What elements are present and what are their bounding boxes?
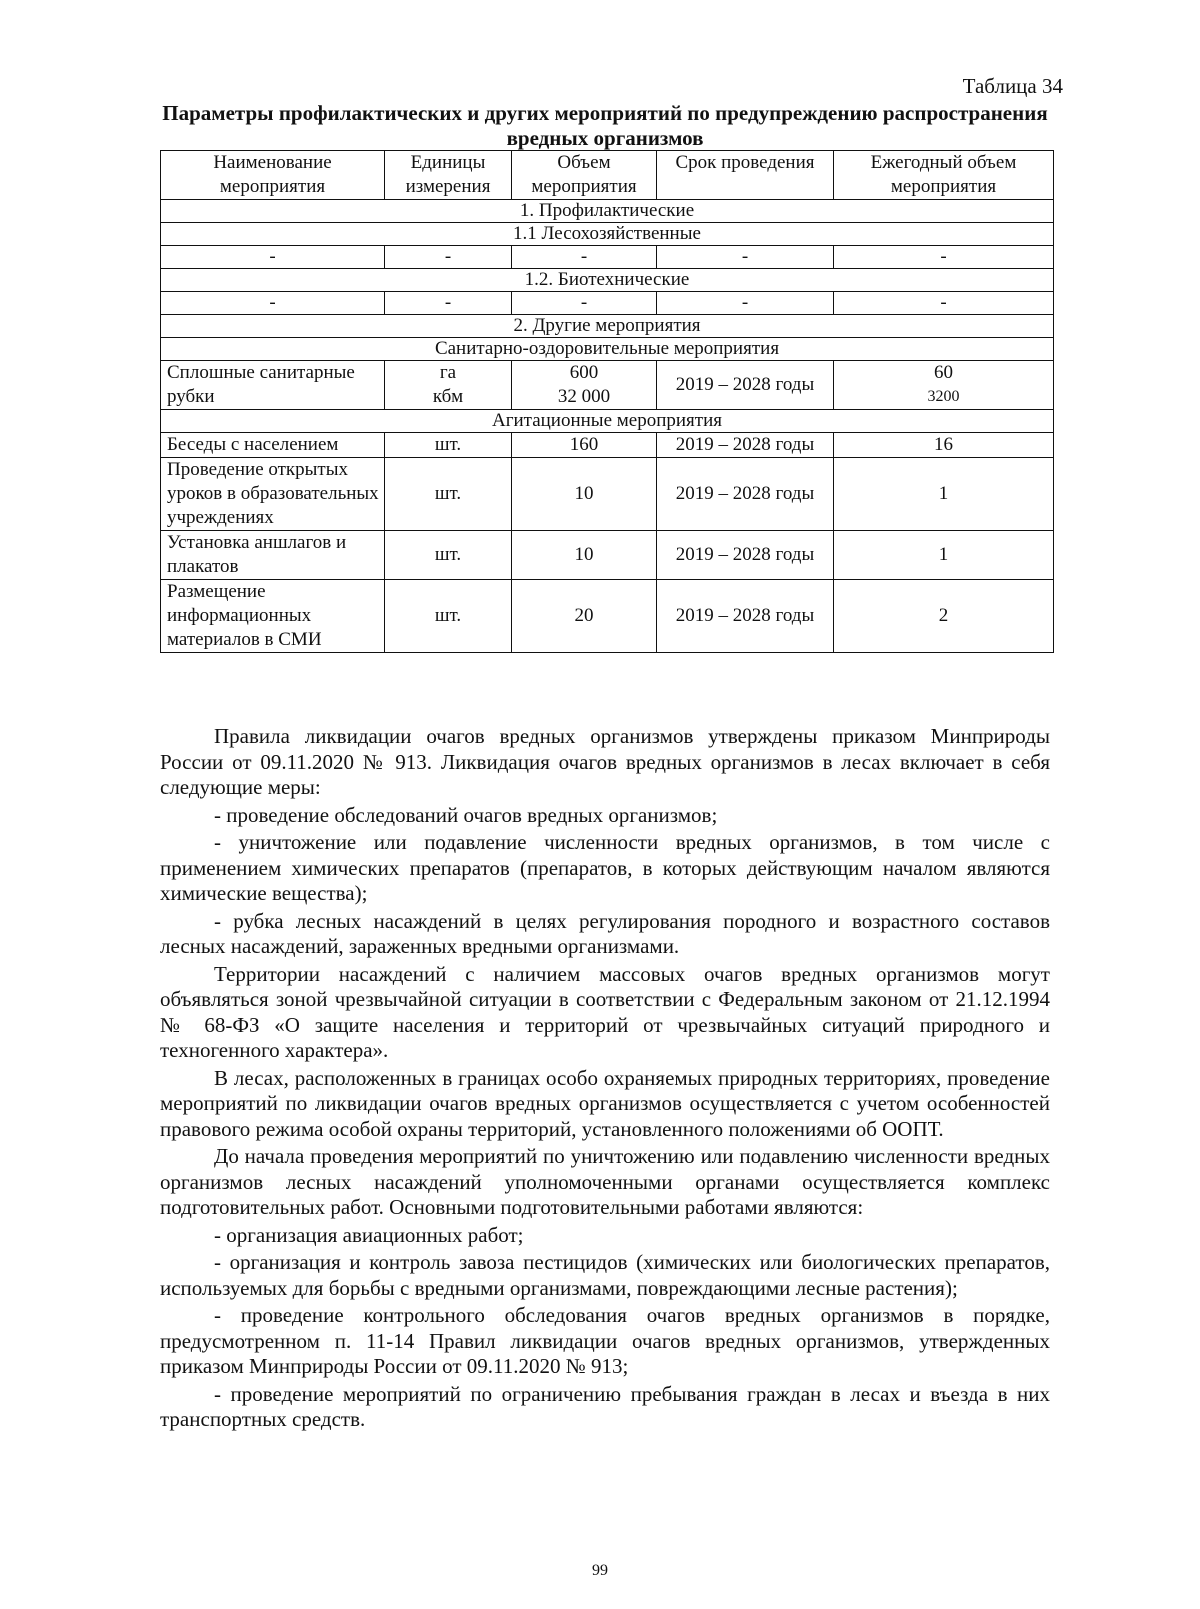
body-text xyxy=(160,724,1050,1433)
table-cell: - xyxy=(512,292,657,315)
page-number: 99 xyxy=(592,1562,608,1579)
period-cell: 2019 – 2028 годы xyxy=(657,531,834,580)
period-cell: 2019 – 2028 годы xyxy=(657,458,834,531)
section-row xyxy=(161,410,1054,433)
period-cell: 2019 – 2028 годы xyxy=(657,361,834,410)
unit-cell: шт. xyxy=(385,433,512,458)
unit-cell: шт. xyxy=(385,580,512,653)
group-heading: Санитарно-оздоровительные мероприятия xyxy=(161,338,1054,361)
volume-cell: 10 xyxy=(512,458,657,531)
header-cell: Срок проведения xyxy=(657,151,834,200)
section-heading: 2. Другие мероприятия xyxy=(161,315,1054,338)
measure-name: Установка аншлагов и плакатов xyxy=(161,531,385,580)
header-cell: Объем мероприятия xyxy=(512,151,657,200)
table-cell: - xyxy=(385,292,512,315)
table-row xyxy=(161,433,1054,458)
measure-name: Сплошные санитарные рубки xyxy=(161,361,385,410)
table-cell: - xyxy=(657,292,834,315)
section-row xyxy=(161,223,1054,246)
period-cell: 2019 – 2028 годы xyxy=(657,580,834,653)
unit-cell: шт. xyxy=(385,458,512,531)
list-item: - проведение контрольного обследования очагов вредных организмов в порядке, предусмотренном п. 11-14 Правил ликвидации очагов вредных организмов, утвержденных приказом Минприроды России от 09.11.2020 № 913; xyxy=(160,1303,1050,1378)
annual-cell: 1 xyxy=(834,458,1054,531)
paragraph: Правила ликвидации очагов вредных организмов утверждены приказом Минприроды России от 09.11.2020 № 913. Ликвидация очагов вредных организмов в лесах включает в себя следующие меры: xyxy=(160,724,1050,799)
section-row xyxy=(161,315,1054,338)
volume-cell: 10 xyxy=(512,531,657,580)
volume-value: 32 000 xyxy=(557,386,611,407)
annual-cell: 16 xyxy=(834,433,1054,458)
paragraph: В лесах, расположенных в границах особо охраняемых природных территориях, проведение мероприятий по ликвидации очагов вредных организмов осуществляется с учетом особенностей правового режима особой охраны территорий, установленного положениями об ООПТ. xyxy=(160,1065,1050,1141)
volume-cell: 160 xyxy=(512,433,657,458)
unit-value: га xyxy=(439,362,457,383)
paragraph: Территории насаждений с наличием массовых очагов вредных организмов могут объявляться зоной чрезвычайной ситуации в соответствии с Федеральным законом от 21.12.1994 № 68-ФЗ «О защите населения и территорий от чрезвычайных ситуаций природного и техногенного характера». xyxy=(160,961,1050,1062)
table-caption: Таблица 34 xyxy=(962,74,1063,98)
volume-value: 600 xyxy=(569,362,599,383)
table-cell: - xyxy=(834,246,1054,269)
measure-name: Проведение открытых уроков в образовательных учреждениях xyxy=(161,458,385,531)
table-title: Параметры профилактических и других мероприятий по предупреждению распространения вредных организмов xyxy=(162,101,1048,150)
list-item: - организация авиационных работ; xyxy=(214,1222,524,1247)
table-row xyxy=(161,246,1054,269)
unit-value: кбм xyxy=(432,386,464,407)
table-cell: - xyxy=(512,246,657,269)
section-row xyxy=(161,200,1054,223)
annual-cell xyxy=(834,361,1054,410)
section-heading: 1. Профилактические xyxy=(161,200,1054,223)
table-cell: - xyxy=(385,246,512,269)
list-item: - уничтожение или подавление численности вредных организмов, в том числе с применением химических препаратов (препаратов, в которых действующим началом являются химические вещества); xyxy=(160,830,1050,905)
volume-cell xyxy=(512,361,657,410)
period-cell: 2019 – 2028 годы xyxy=(657,433,834,458)
table-cell: - xyxy=(161,246,385,269)
annual-cell: 1 xyxy=(834,531,1054,580)
table-row xyxy=(161,531,1054,580)
section-heading: 1.2. Биотехнические xyxy=(161,269,1054,292)
list-item: - рубка лесных насаждений в целях регулирования породного и возрастного составов лесных насаждений, зараженных вредными организмами. xyxy=(160,908,1050,958)
annual-cell: 2 xyxy=(834,580,1054,653)
measure-name: Размещение информационных материалов в СМИ xyxy=(161,580,385,653)
table-row xyxy=(161,292,1054,315)
table-row xyxy=(161,458,1054,531)
section-heading: 1.1 Лесохозяйственные xyxy=(161,223,1054,246)
table-row xyxy=(161,361,1054,410)
table-cell: - xyxy=(161,292,385,315)
header-cell: Наименование мероприятия xyxy=(161,151,385,200)
header-cell: Единицы измерения xyxy=(385,151,512,200)
section-row xyxy=(161,269,1054,292)
header-cell: Ежегодный объем мероприятия xyxy=(834,151,1054,200)
measures-table xyxy=(160,150,1054,653)
table-row xyxy=(161,580,1054,653)
annual-value: 60 xyxy=(934,362,953,383)
section-row xyxy=(161,338,1054,361)
unit-cell: шт. xyxy=(385,531,512,580)
list-item: - организация и контроль завоза пестицидов (химических или биологических препаратов, используемых для борьбы с вредными организмами, повреждающими лесные растения); xyxy=(160,1250,1050,1300)
group-heading: Агитационные мероприятия xyxy=(161,410,1054,433)
table-header-row xyxy=(161,151,1054,200)
table-cell: - xyxy=(834,292,1054,315)
list-item: - проведение обследований очагов вредных организмов; xyxy=(214,802,718,827)
list-item: - проведение мероприятий по ограничению пребывания граждан в лесах и въезда в них транспортных средств. xyxy=(160,1381,1050,1431)
paragraph: До начала проведения мероприятий по уничтожению или подавлению численности вредных организмов лесных насаждений уполномоченными органами осуществляется комплекс подготовительных работ. Основными подготовительными работами являются: xyxy=(160,1144,1050,1219)
table-cell: - xyxy=(657,246,834,269)
unit-cell xyxy=(385,361,512,410)
volume-cell: 20 xyxy=(512,580,657,653)
measure-name: Беседы с населением xyxy=(161,433,385,458)
annual-value: 3200 xyxy=(927,388,960,405)
